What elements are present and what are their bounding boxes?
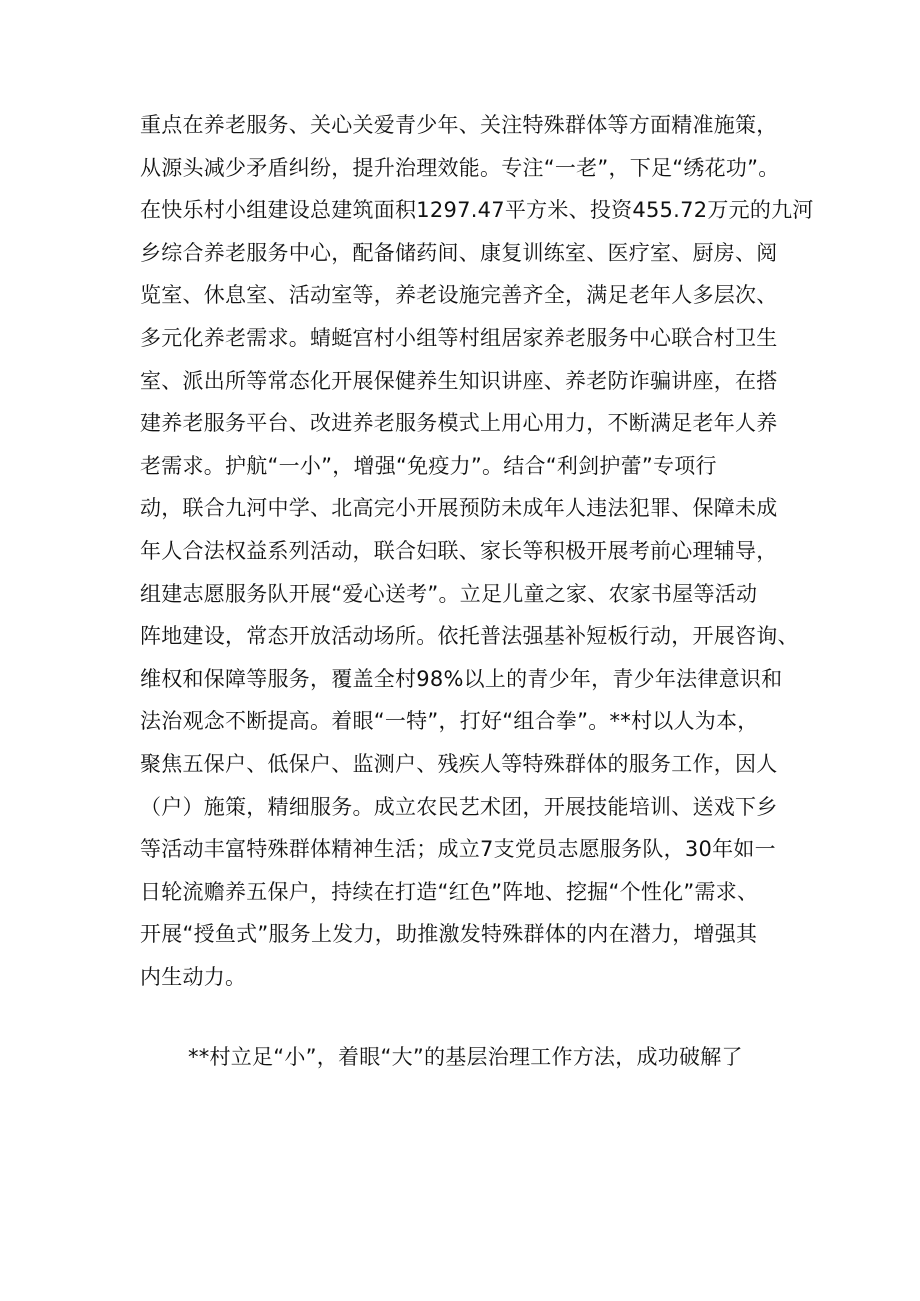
text-line: 乡综合养老服务中心，配备储药间、康复训练室、医疗室、厨房、阅 bbox=[140, 240, 778, 265]
text-line: 从源头减少矛盾纠纷，提升治理效能。专注“一老”，下足“绣花功”。 bbox=[140, 155, 780, 180]
text-line: 聚焦五保户、低保户、监测户、残疾人等特殊群体的服务工作，因人 bbox=[140, 751, 778, 776]
text-line: 内生动力。 bbox=[140, 964, 247, 989]
text-line: 重点在养老服务、关心关爱青少年、关注特殊群体等方面精准施策， bbox=[140, 113, 778, 137]
text-line: 建养老服务平台、改进养老服务模式上用心用力，不断满足老年人养 bbox=[140, 411, 778, 436]
document-body bbox=[140, 104, 814, 1079]
text-line: 在快乐村小组建设总建筑面积1297.47平方米、投资455.72万元的九河 bbox=[140, 198, 814, 223]
text-line: （户）施策，精细服务。成立农民艺术团，开展技能培训、送戏下乡 bbox=[140, 794, 778, 819]
paragraph-gap bbox=[140, 998, 800, 1036]
text-line: 等活动丰富特殊群体精神生活；成立7支党员志愿服务队，30年如一 bbox=[140, 837, 776, 862]
text-line: 室、派出所等常态化开展保健养生知识讲座、养老防诈骗讲座，在搭 bbox=[140, 368, 778, 393]
text-line: 老需求。护航“一小”，增强“免疫力”。结合“利剑护蕾”专项行 bbox=[140, 453, 717, 478]
text-line: 法治观念不断提高。着眼“一特”，打好“组合拳”。**村以人为本， bbox=[140, 709, 759, 734]
text-line: 日轮流赡养五保户，持续在打造“红色”阵地、挖掘“个性化”需求、 bbox=[140, 879, 759, 904]
text-line: 维权和保障等服务，覆盖全村98%以上的青少年，青少年法律意识和 bbox=[140, 666, 783, 691]
text-line: 览室、休息室、活动室等，养老设施完善齐全，满足老年人多层次、 bbox=[140, 283, 778, 308]
paragraph-1 bbox=[140, 104, 814, 998]
text-line: **村立足“小”，着眼“大”的基层治理工作方法，成功破解了 bbox=[188, 1045, 743, 1070]
text-line: 年人合法权益系列活动，联合妇联、家长等积极开展考前心理辅导， bbox=[140, 538, 778, 563]
text-line: 开展“授鱼式”服务上发力，助推激发特殊群体的内在潜力，增强其 bbox=[140, 922, 758, 947]
text-line: 组建志愿服务队开展“爱心送考”。立足儿童之家、农家书屋等活动 bbox=[140, 581, 758, 606]
text-line: 阵地建设，常态开放活动场所。依托普法强基补短板行动，开展咨询、 bbox=[140, 624, 799, 649]
paragraph-2 bbox=[140, 1036, 800, 1079]
text-line: 动，联合九河中学、北高完小开展预防未成年人违法犯罪、保障未成 bbox=[140, 496, 778, 521]
text-line: 多元化养老需求。蜻蜓宫村小组等村组居家养老服务中心联合村卫生 bbox=[140, 325, 778, 350]
